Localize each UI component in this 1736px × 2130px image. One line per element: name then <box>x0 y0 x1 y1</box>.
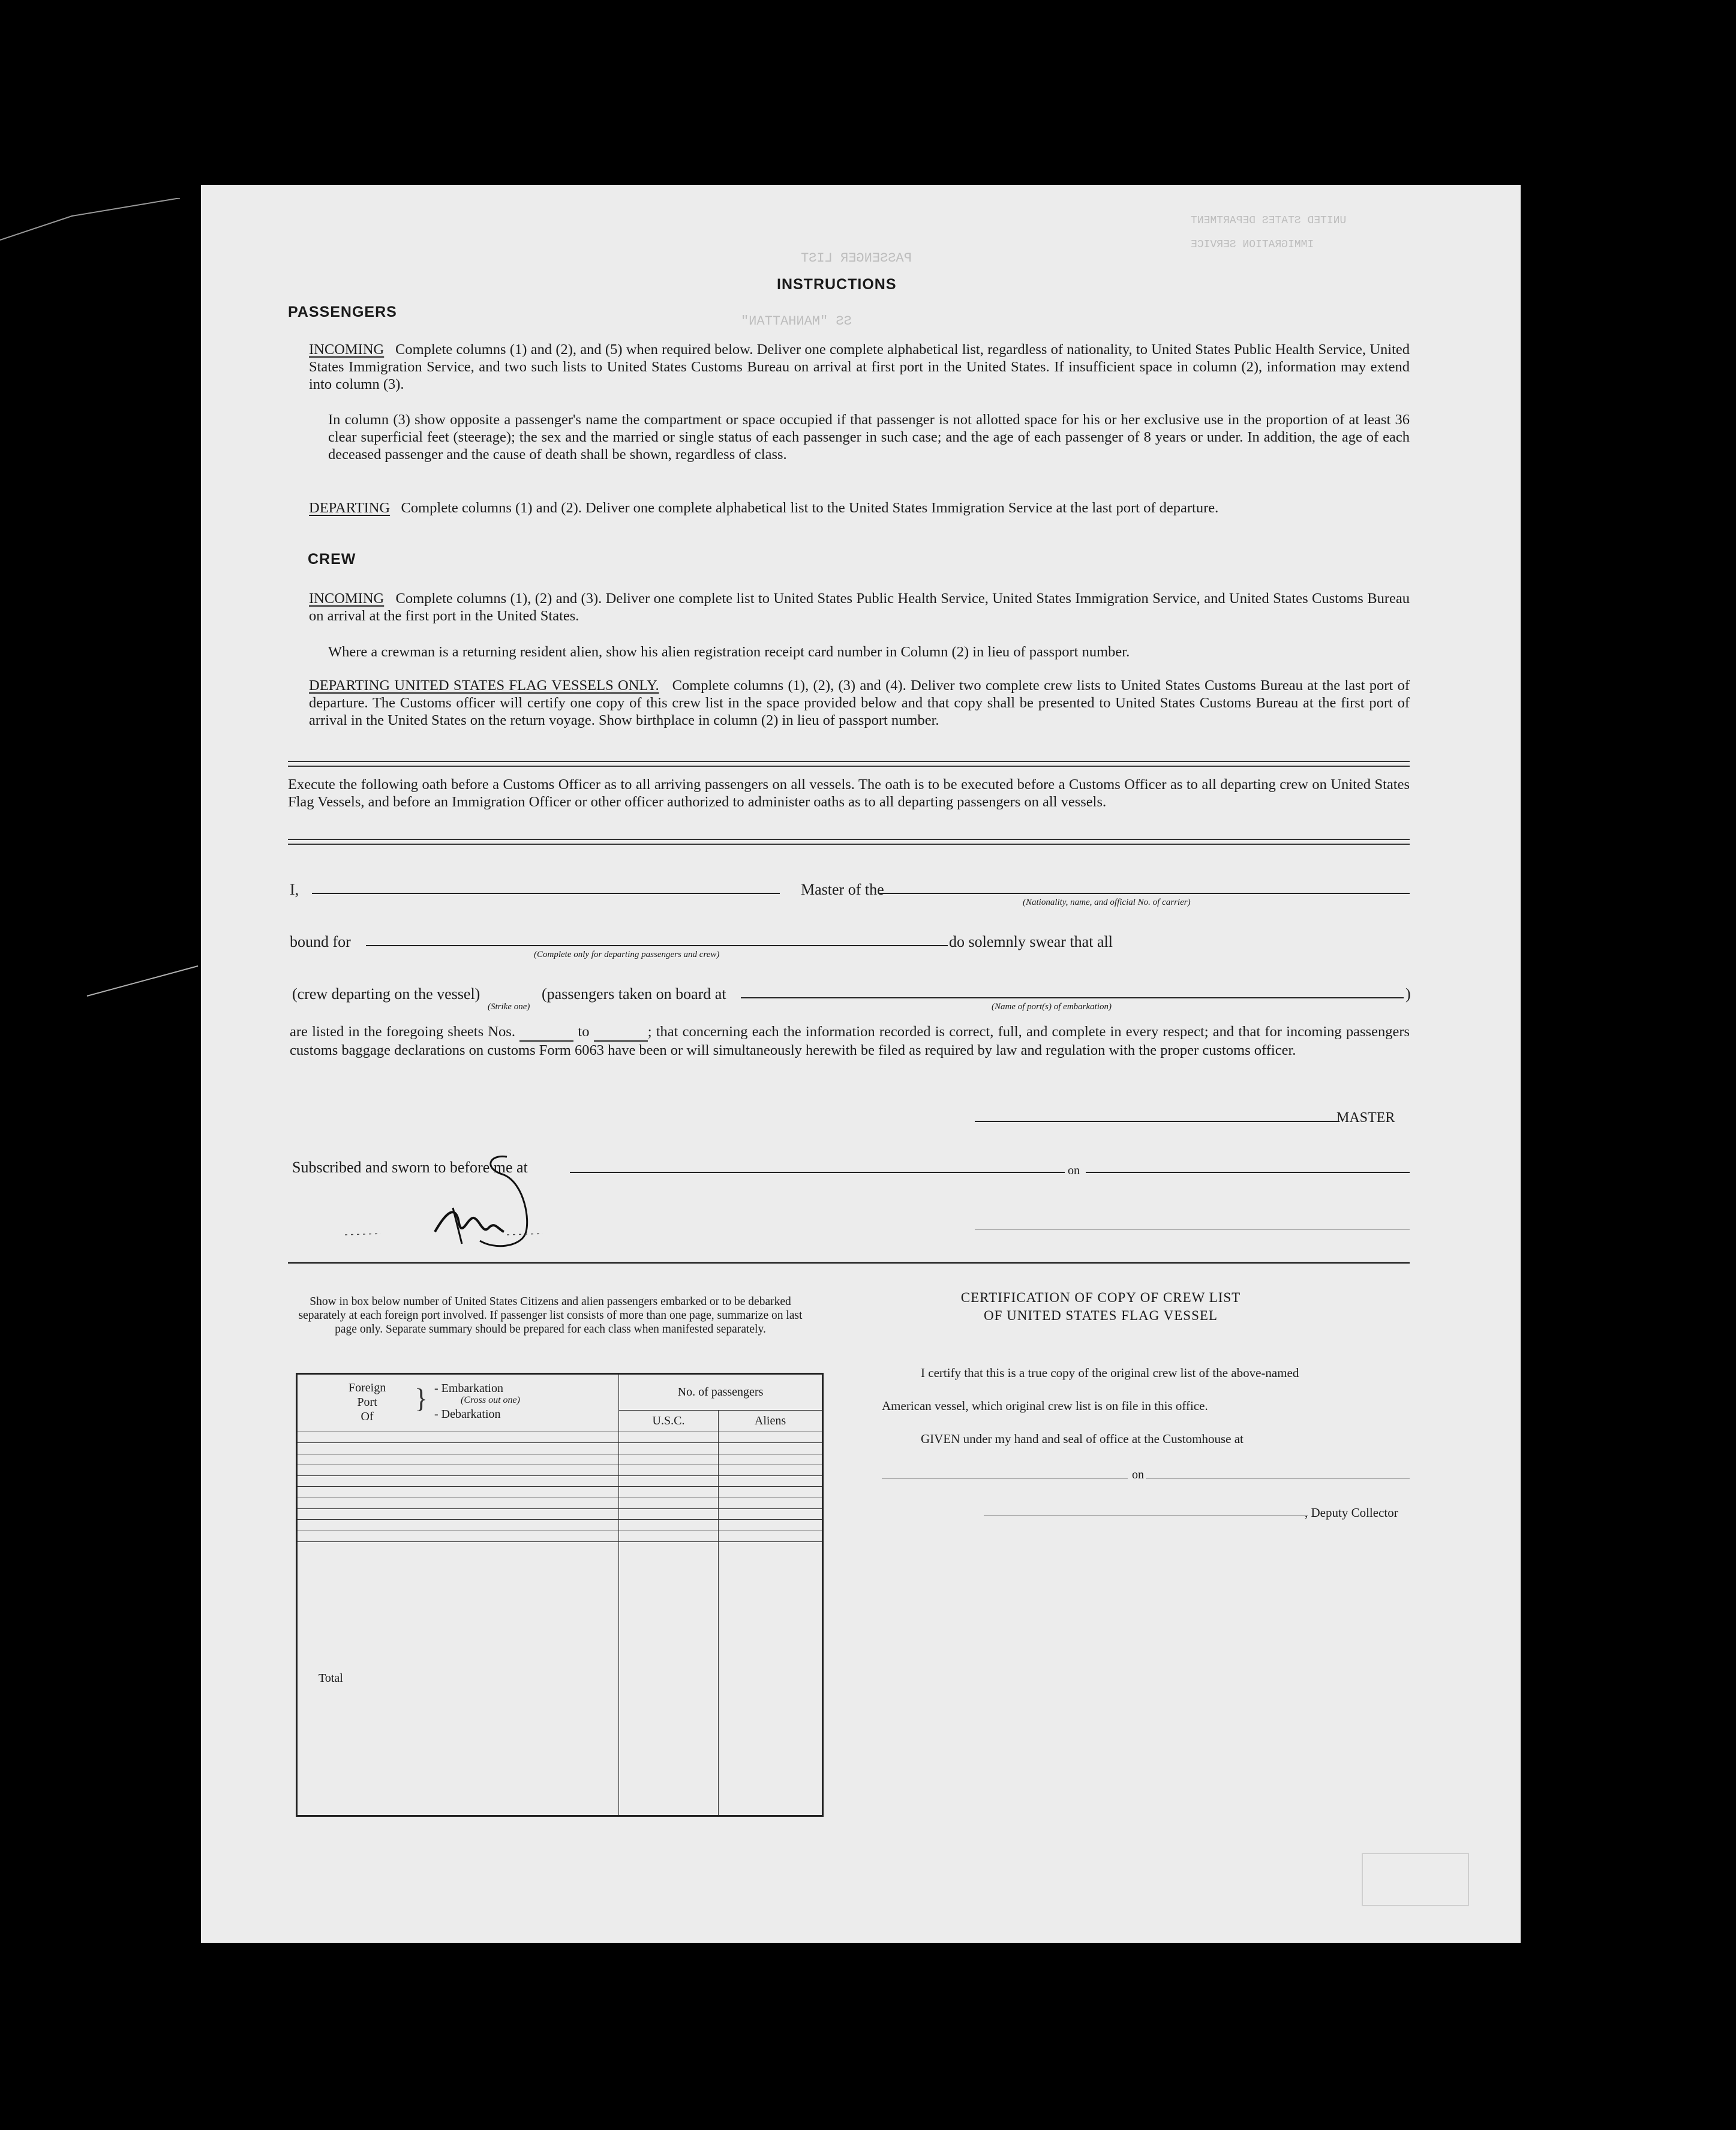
given-text: GIVEN under my hand and seal of office at the Customhouse at <box>921 1432 1244 1446</box>
deputy-collector-label: , Deputy Collector <box>1305 1505 1398 1520</box>
swear-label: do solemnly swear that all <box>949 933 1113 950</box>
embarkation-ports-field[interactable] <box>741 997 1404 998</box>
certification-title-2: OF UNITED STATES FLAG VESSEL <box>984 1308 1218 1323</box>
scan-scratch <box>0 198 198 246</box>
sheet-to-field[interactable] <box>594 1023 648 1042</box>
aliens-cell[interactable] <box>719 1476 823 1487</box>
strike-hint: (Strike one) <box>488 1002 530 1012</box>
passengers-departing-paragraph <box>309 499 1410 517</box>
crew-resident-paragraph: Where a crewman is a returning resident alien, show his alien registration receipt card number in Column (2) in lieu of passport number. <box>328 644 1130 660</box>
page-title: INSTRUCTIONS <box>777 276 897 293</box>
section-divider <box>288 761 1410 767</box>
aliens-header: Aliens <box>719 1410 823 1432</box>
brace-icon: } <box>415 1383 428 1414</box>
passengers-column3-paragraph: In column (3) show opposite a passenger's name the compartment or space occupied if that passenger is not allotted space for his or her exclusive use in the proportion of at least 36 clear superficial feet (steerage); the sex and the married or single status of each passenger in such case; and the age of each passenger of 8 years or under. In addition, the age of each deceased passenger and the cause of death shall be shown, regardless of class. <box>328 412 1410 463</box>
table-row <box>297 1531 823 1541</box>
section-divider <box>288 839 1410 845</box>
crew-departing-paragraph <box>309 677 1410 729</box>
passengers-incoming-paragraph <box>309 341 1410 393</box>
port-cell[interactable] <box>297 1454 619 1465</box>
subscribed-label: Subscribed and sworn to before me at <box>292 1159 528 1176</box>
master-signature-field[interactable] <box>975 1121 1338 1122</box>
table-row <box>297 1508 823 1519</box>
table-row <box>297 1487 823 1498</box>
port-cell[interactable] <box>297 1443 619 1454</box>
port-cell[interactable] <box>297 1432 619 1443</box>
master-name-field[interactable] <box>312 893 780 894</box>
passengers-departing-text: Complete columns (1) and (2). Deliver one complete alphabetical list to the United States Immigration Service at the last port of departure. <box>401 500 1219 516</box>
passengers-heading: PASSENGERS <box>288 304 397 320</box>
passengers-incoming-label: INCOMING <box>309 341 385 358</box>
aliens-cell[interactable] <box>719 1508 823 1519</box>
table-row <box>297 1432 823 1443</box>
bleed-through-text: PASSENGER LIST <box>801 251 912 266</box>
table-row <box>297 1520 823 1531</box>
usc-cell[interactable] <box>619 1487 719 1498</box>
foreign-port-of-label: Foreign Port Of <box>349 1381 386 1423</box>
handwritten-signature <box>345 1151 561 1253</box>
american-vessel-text: American vessel, which original crew list is on file in this office. <box>882 1399 1208 1413</box>
nationality-hint: (Nationality, name, and official No. of carrier) <box>1023 898 1191 907</box>
port-cell[interactable] <box>297 1465 619 1475</box>
crew-departing-option: (crew departing on the vessel) <box>292 985 480 1003</box>
oath-intro: Execute the following oath before a Customs Officer as to all arriving passengers on all vessels. The oath is to be executed before a Customs Officer as to all departing crew on United States Flag Vessels, and before an Immigration Officer or other officer authorized to administer oaths as to all departing passengers on all vessels. <box>288 776 1410 810</box>
aliens-cell[interactable] <box>719 1443 823 1454</box>
port-cell[interactable] <box>297 1487 619 1498</box>
port-cell[interactable] <box>297 1508 619 1519</box>
total-label: Total <box>297 1541 619 1816</box>
scan-scratch <box>84 960 204 1008</box>
table-row <box>297 1443 823 1454</box>
crew-heading: CREW <box>308 551 356 568</box>
table-row <box>297 1476 823 1487</box>
aliens-cell[interactable] <box>719 1531 823 1541</box>
passenger-count-table <box>296 1373 824 1817</box>
usc-cell[interactable] <box>619 1465 719 1475</box>
bound-for-hint: (Complete only for departing passengers and crew) <box>534 950 720 959</box>
crew-incoming-label: INCOMING <box>309 590 385 607</box>
master-of-label: Master of the <box>801 881 884 898</box>
close-paren: ) <box>1405 985 1411 1003</box>
usc-header: U.S.C. <box>619 1410 719 1432</box>
aliens-cell[interactable] <box>719 1454 823 1465</box>
oath-i-label: I, <box>290 881 299 898</box>
crew-incoming-text: Complete columns (1), (2) and (3). Deliver one complete list to United States Public Health Service, United States Immigration Service, and United States Customs Bureau on arrival at the first port in the United States. <box>309 590 1410 624</box>
box-instructions: Show in box below number of United States Citizens and alien passengers embarked or to be debarked separately at each foreign port involved. If passenger list consists of more than one page, summarize on last page only. Separate summary should be prepared for each class when manifested separately. <box>298 1295 803 1336</box>
sworn-on-label: on <box>1068 1164 1080 1177</box>
bound-for-label: bound for <box>290 933 351 950</box>
table-row <box>297 1454 823 1465</box>
bleed-through-text: UNITED STATES DEPARTMENT <box>1191 215 1347 227</box>
listed-paragraph <box>290 1023 1410 1059</box>
listed-text: are listed in the foregoing sheets Nos. <box>290 1024 515 1040</box>
port-cell[interactable] <box>297 1531 619 1541</box>
usc-cell[interactable] <box>619 1443 719 1454</box>
crew-departing-label: DEPARTING UNITED STATES FLAG VESSELS ONLY. <box>309 677 659 694</box>
sworn-place-field[interactable] <box>570 1172 1065 1173</box>
passengers-taken-option: (passengers taken on board at <box>542 985 726 1003</box>
crew-incoming-paragraph <box>309 590 1410 625</box>
passengers-departing-label: DEPARTING <box>309 500 391 516</box>
usc-cell[interactable] <box>619 1520 719 1531</box>
usc-cell[interactable] <box>619 1508 719 1519</box>
table-row <box>297 1465 823 1475</box>
to-label: to <box>578 1024 590 1040</box>
passengers-incoming-text: Complete columns (1) and (2), and (5) when required below. Deliver one complete alphabetical list, regardless of nationality, to United States Public Health Service, United States Immigration Service, and two such lists to United States Customs Bureau on arrival at first port in the United States. If insufficient space in column (2), information may extend into column (3). <box>309 341 1410 392</box>
certification-title-1: CERTIFICATION OF COPY OF CREW LIST <box>960 1290 1241 1305</box>
aliens-cell[interactable] <box>719 1520 823 1531</box>
total-aliens-cell[interactable] <box>719 1541 823 1816</box>
aliens-cell[interactable] <box>719 1498 823 1508</box>
total-usc-cell[interactable] <box>619 1541 719 1816</box>
port-cell[interactable] <box>297 1520 619 1531</box>
bound-for-field[interactable] <box>366 945 948 946</box>
aliens-cell[interactable] <box>719 1465 823 1475</box>
master-label: MASTER <box>1336 1110 1395 1126</box>
cross-out-hint: (Cross out one) <box>461 1395 520 1405</box>
ports-hint: (Name of port(s) of embarkation) <box>992 1002 1112 1012</box>
bleed-through-text: IMMIGRATION SERVICE <box>1191 239 1314 251</box>
usc-cell[interactable] <box>619 1498 719 1508</box>
aliens-cell[interactable] <box>719 1487 823 1498</box>
crew-departing-text: Complete columns (1), (2), (3) and (4). Deliver two complete crew lists to United States Customs Bureau at the last port of departure. The Customs officer will certify one copy of this crew list in the space provided below and that copy shall be presented to United States Customs Bureau at the first port of arrival in the United States on the return voyage. Show birthplace in column (2) in lieu of passport number. <box>309 677 1410 728</box>
listed-text-continued: ; that concerning each the information recorded is correct, full, and complete in every respect; and that for incoming passengers customs baggage declarations on customs Form 6063 have been or will simultaneously herewith be filed as required by law and regulation with the proper customs officer. <box>290 1024 1410 1058</box>
carrier-field[interactable] <box>879 893 1410 894</box>
section-divider <box>288 1262 1410 1264</box>
debarkation-label: - Debarkation <box>434 1408 501 1421</box>
aliens-cell[interactable] <box>719 1432 823 1443</box>
certify-text: I certify that this is a true copy of the original crew list of the above-named <box>921 1366 1299 1380</box>
usc-cell[interactable] <box>619 1476 719 1487</box>
port-cell[interactable] <box>297 1498 619 1508</box>
table-row <box>297 1498 823 1508</box>
port-header-cell <box>297 1374 619 1432</box>
cert-on-label: on <box>1132 1468 1144 1481</box>
document-page <box>201 185 1521 1943</box>
no-passengers-header: No. of passengers <box>619 1374 823 1411</box>
port-cell[interactable] <box>297 1476 619 1487</box>
usc-cell[interactable] <box>619 1432 719 1443</box>
bleed-through-text: SS "MANHATTAN" <box>741 314 852 329</box>
total-row <box>297 1541 823 1816</box>
usc-cell[interactable] <box>619 1454 719 1465</box>
table-header-row <box>297 1374 823 1411</box>
sheet-from-field[interactable] <box>519 1023 573 1042</box>
usc-cell[interactable] <box>619 1531 719 1541</box>
embarkation-label: - Embarkation <box>434 1382 503 1395</box>
faint-stamp-box <box>1362 1853 1469 1906</box>
sworn-date-field[interactable] <box>1086 1172 1410 1173</box>
